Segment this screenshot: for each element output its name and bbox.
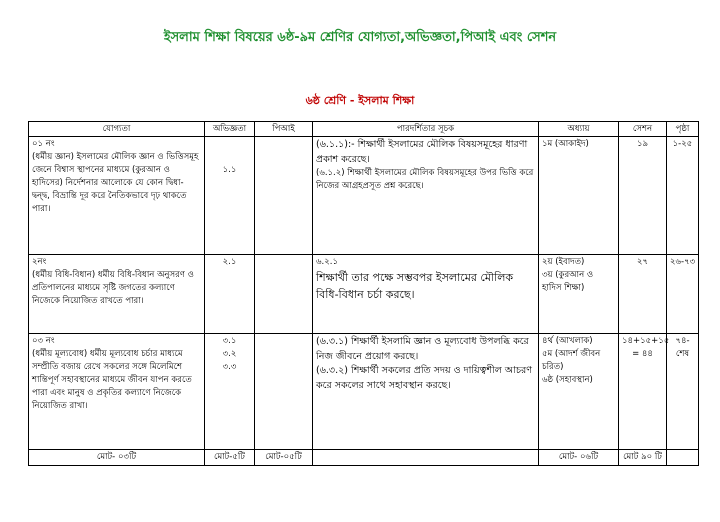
header-indicator: পারদর্শিতার সূচক xyxy=(313,122,539,137)
indicator-cell xyxy=(313,137,539,255)
competency-table xyxy=(28,121,699,466)
page-subtitle: ৬ষ্ঠ শ্রেণি - ইসলাম শিক্ষা xyxy=(305,94,415,107)
experience-cell: ৩.১ ৩.২ ৩.৩ xyxy=(205,334,255,450)
page-cell: ২৬-৭৩ xyxy=(667,255,699,334)
header-competency: যোগ্যতা xyxy=(29,122,205,137)
competency-cell: ০৩ নং (ধর্মীয় মূল্যবোধ) ধর্মীয় মূল্যবোধ চর্চার মাধ্যমে সম্প্রীতি বজায় রেখে সকলের সঙ্গে মিলেমিশে শান্তিপূর্ণ সহাবস্থানের মাধ্যমে জীবন যাপন করতে পারা এবং মানুষ ও প্রকৃতির কল্যাণে নিজেকে নিয়োজিত রাখা। xyxy=(29,334,205,450)
pi-cell xyxy=(255,137,313,255)
header-experience: অভিজ্ঞতা xyxy=(205,122,255,137)
pi-cell xyxy=(255,255,313,334)
indicator-cell xyxy=(313,334,539,450)
pi-code: ৬.২.১ xyxy=(316,257,338,267)
total-page xyxy=(667,450,699,466)
session-cell: ১৪+১৫+১৫ = ৪৪ xyxy=(619,334,667,450)
indicator-text: শিক্ষার্থী তার পক্ষে সম্ভবপর ইসলামের মৌলিক বিধি-বিধান চর্চা করছে। xyxy=(316,271,514,301)
session-cell: ১৯ xyxy=(619,137,667,255)
table-row xyxy=(29,255,699,334)
table-row xyxy=(29,334,699,450)
chapter-cell: ১ম (আকাইদ) xyxy=(539,137,619,255)
indicator-text: (৬.১.২) শিক্ষার্থী ইসলামের মৌলিক বিষয়সমূহের উপর ভিত্তি করে নিজের আগ্রহপ্রসূত প্রশ্ন করেছে। xyxy=(316,168,534,191)
total-competency: মোট- ০৩টি xyxy=(29,450,205,466)
total-chapter: মোট- ০৬টি xyxy=(539,450,619,466)
chapter-cell: ৪র্থ (আখলাক) ৫ম (আদর্শ জীবন চরিত) ৬ষ্ঠ (সহাবস্থান) xyxy=(539,334,619,450)
competency-cell: ০১ নং (ধর্মীয় জ্ঞান) ইসলামের মৌলিক জ্ঞান ও ভিত্তিসমূহ জেনে বিশ্বাস স্থাপনের মাধ্যমে (কুরআন ও হাদিসের) নির্দেশনার আলোকে যে কোন দ্বিধা-দ্বন্দ্ব, বিভ্রান্তি দূর করে নৈতিকভাবে দৃঢ় থাকতে পারা। xyxy=(29,137,205,255)
header-page: পৃষ্ঠা xyxy=(667,122,699,137)
total-indicator xyxy=(313,450,539,466)
indicator-text: (৬.৩.১) শিক্ষার্থী ইসলামি জ্ঞান ও মূল্যবোধ উপলব্ধি করে নিজ জীবনে প্রয়োগ করছে। xyxy=(316,336,529,362)
experience-cell: ২.১ xyxy=(205,255,255,334)
header-session: সেশন xyxy=(619,122,667,137)
header-pi: পিআই xyxy=(255,122,313,137)
page-title: ইসলাম শিক্ষা বিষয়ের ৬ষ্ঠ-৯ম শ্রেণির যোগ্যতা,অভিজ্ঞতা,পিআই এবং সেশন xyxy=(163,30,557,45)
total-session: মোট ৯০ টি xyxy=(619,450,667,466)
table-row xyxy=(29,137,699,255)
total-pi: মোট-০৫টি xyxy=(255,450,313,466)
experience-cell: ১.১ xyxy=(205,137,255,255)
totals-row xyxy=(29,450,699,466)
session-cell: ২৭ xyxy=(619,255,667,334)
total-experience: মোট-৫টি xyxy=(205,450,255,466)
table-header-row xyxy=(29,122,699,137)
competency-cell: ২নং (ধর্মীয় বিধি-বিধান) ধর্মীয় বিধি-বিধান অনুসরণ ও প্রতিপালনের মাধ্যমে সৃষ্টি জগতের কল্যাণে নিজেকে নিয়োজিত রাখতে পারা। xyxy=(29,255,205,334)
indicator-text: (৬.৩.২) শিক্ষার্থী সকলের প্রতি সদয় ও দায়িত্বশীল আচরণ করে সকলের সাথে সহাবস্থান করছে। xyxy=(316,365,533,391)
page-cell: ১-২৫ xyxy=(667,137,699,255)
indicator-text: (৬.১.১):- শিক্ষার্থী ইসলামের মৌলিক বিষয়সমূহের ধারণা প্রকাশ করেছে। xyxy=(316,139,528,165)
pi-cell xyxy=(255,334,313,450)
header-chapter: অধ্যায় xyxy=(539,122,619,137)
chapter-cell: ২য় (ইবাদত) ৩য় (কুরআন ও হাদিস শিক্ষা) xyxy=(539,255,619,334)
page-cell: ৭৪-শেষ xyxy=(667,334,699,450)
indicator-cell xyxy=(313,255,539,334)
